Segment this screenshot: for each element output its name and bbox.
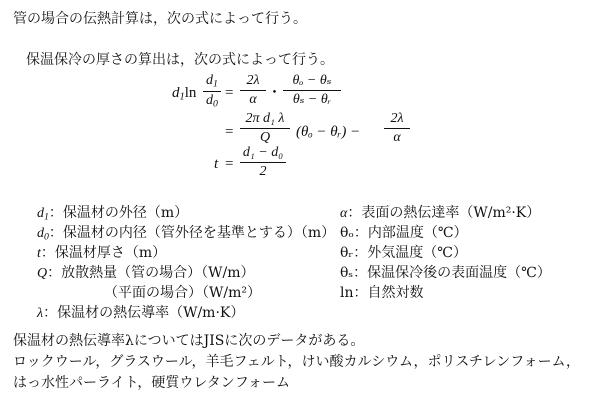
eq1-lhs-coef: $d_1\ln$ bbox=[172, 85, 197, 103]
definition-q: Q：放散熱量（管の場合）（W/m） bbox=[37, 265, 255, 281]
eq3-lhs: t bbox=[214, 156, 219, 172]
footer-line-1: 保温材の熱伝導率λについてはJISに次のデータがある。 bbox=[13, 333, 365, 349]
eq2-equals: = bbox=[225, 124, 234, 140]
eq1-dot: ・ bbox=[267, 85, 283, 101]
definition-d1: $d_1$：保温材の外径（m） bbox=[37, 205, 189, 223]
eq2-fraction-2lambda-alpha: 2λ α bbox=[384, 112, 410, 145]
definition-q-plane: （平面の場合）（W/m²） bbox=[104, 285, 261, 301]
eq1-fraction-theta: θₒ − θₛ θₛ − θᵣ bbox=[283, 74, 341, 107]
footer-line-2: ロックウール，グラスウール，羊毛フェルト，けい酸カルシウム，ポリスチレンフォーム， bbox=[13, 354, 580, 370]
eq1-fraction-d1-d0: $d_1$ $d_0$ bbox=[203, 74, 221, 109]
heading: 管の場合の伝熱計算は，次の式によって行う。 bbox=[13, 11, 307, 27]
definition-theta-r: θᵣ：外気温度（℃） bbox=[340, 245, 467, 261]
definition-theta-o: θₒ：内部温度（℃） bbox=[340, 225, 468, 241]
eq3-fraction-thickness: d₁ − d₀ 2 bbox=[240, 146, 286, 179]
intro-text: 保温保冷の厚さの算出は，次の式によって行う。 bbox=[26, 52, 334, 68]
definition-d0: $d_0$：保温材の内径（管外径を基準とする）（m） bbox=[37, 225, 336, 243]
definition-ln: ln：自然対数 bbox=[340, 285, 424, 301]
eq3-equals: = bbox=[225, 156, 234, 172]
eq1-fraction-2lambda-alpha: 2λ α bbox=[240, 74, 266, 107]
eq2-paren-term: (θₒ − θᵣ) − bbox=[296, 124, 361, 140]
eq2-fraction-2pi-d1-lambda-q: 2π d₁ λ Q bbox=[240, 112, 290, 145]
footer-line-3: はっ水性パーライト，硬質ウレタンフォーム bbox=[13, 375, 291, 391]
definition-alpha: α：表面の熱伝達率（W/m²·K） bbox=[340, 205, 541, 221]
eq1-equals: = bbox=[225, 85, 234, 101]
definition-t: t：保温材厚さ（m） bbox=[37, 245, 167, 261]
definition-lambda: λ：保温材の熱伝導率（W/m·K） bbox=[37, 305, 245, 321]
definition-theta-s: θₛ：保温保冷後の表面温度（℃） bbox=[340, 265, 551, 281]
